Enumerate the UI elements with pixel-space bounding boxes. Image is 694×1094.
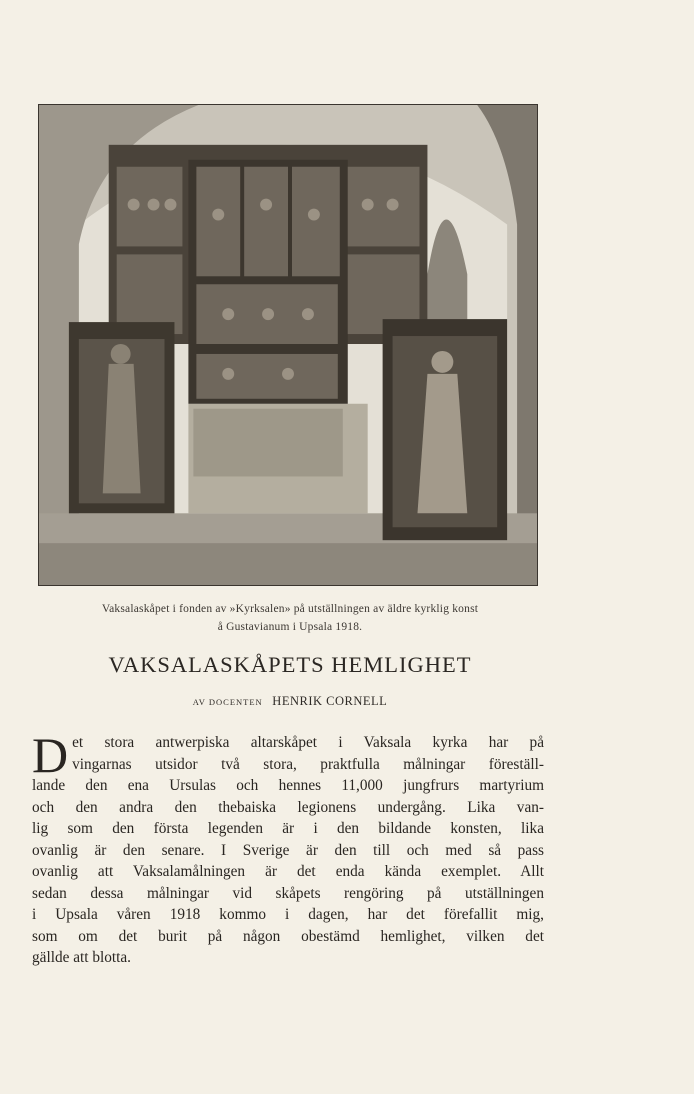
drop-cap: D: [32, 727, 69, 783]
body-line-11: gällde att blotta.: [32, 949, 131, 966]
byline-prefix: AV DOCENTEN: [192, 697, 263, 707]
article-body: [32, 727, 544, 969]
body-line-9: i Upsala våren 1918 kommo i dagen, har det förefallit mig,: [32, 906, 544, 923]
body-line-1: et stora antwerpiska altarskåpet i Vaksala kyrka har på: [72, 734, 544, 751]
body-line-3: lande den ena Ursulas och hennes 11,000 jungfrurs martyrium: [32, 777, 544, 794]
body-line-5: lig som den första legenden är i den bildande konsten, lika: [32, 820, 544, 837]
body-line-2: vingarnas utsidor två stora, praktfulla målningar föreställ-: [72, 755, 544, 773]
body-line-10: som om det burit på någon obestämd hemlighet, vilken det: [32, 927, 544, 945]
figure-caption: [30, 600, 550, 636]
altarpiece-photo-image: [39, 105, 537, 585]
body-line-6: ovanlig är den senare. I Sverige är den till och med så pass: [32, 841, 544, 859]
altarpiece-photograph: [38, 104, 538, 586]
article-title: VAKSALASKÅPETS HEMLIGHET: [108, 652, 472, 677]
caption-line-1: Vaksalaskåpet i fonden av »Kyrksalen» på utställningen av äldre kyrklig konst: [101, 603, 479, 615]
author-name: HENRIK CORNELL: [272, 694, 388, 708]
body-line-7: ovanlig att Vaksalamålningen är det enda kända exemplet. Allt: [32, 863, 544, 880]
body-line-4: och den andra den thebaiska legionens undergång. Lika van-: [32, 798, 544, 816]
byline: [30, 694, 550, 709]
caption-line-2: å Gustavianum i Upsala 1918.: [217, 621, 363, 633]
body-line-8: sedan dessa målningar vid skåpets rengöring på utställningen: [32, 884, 544, 902]
